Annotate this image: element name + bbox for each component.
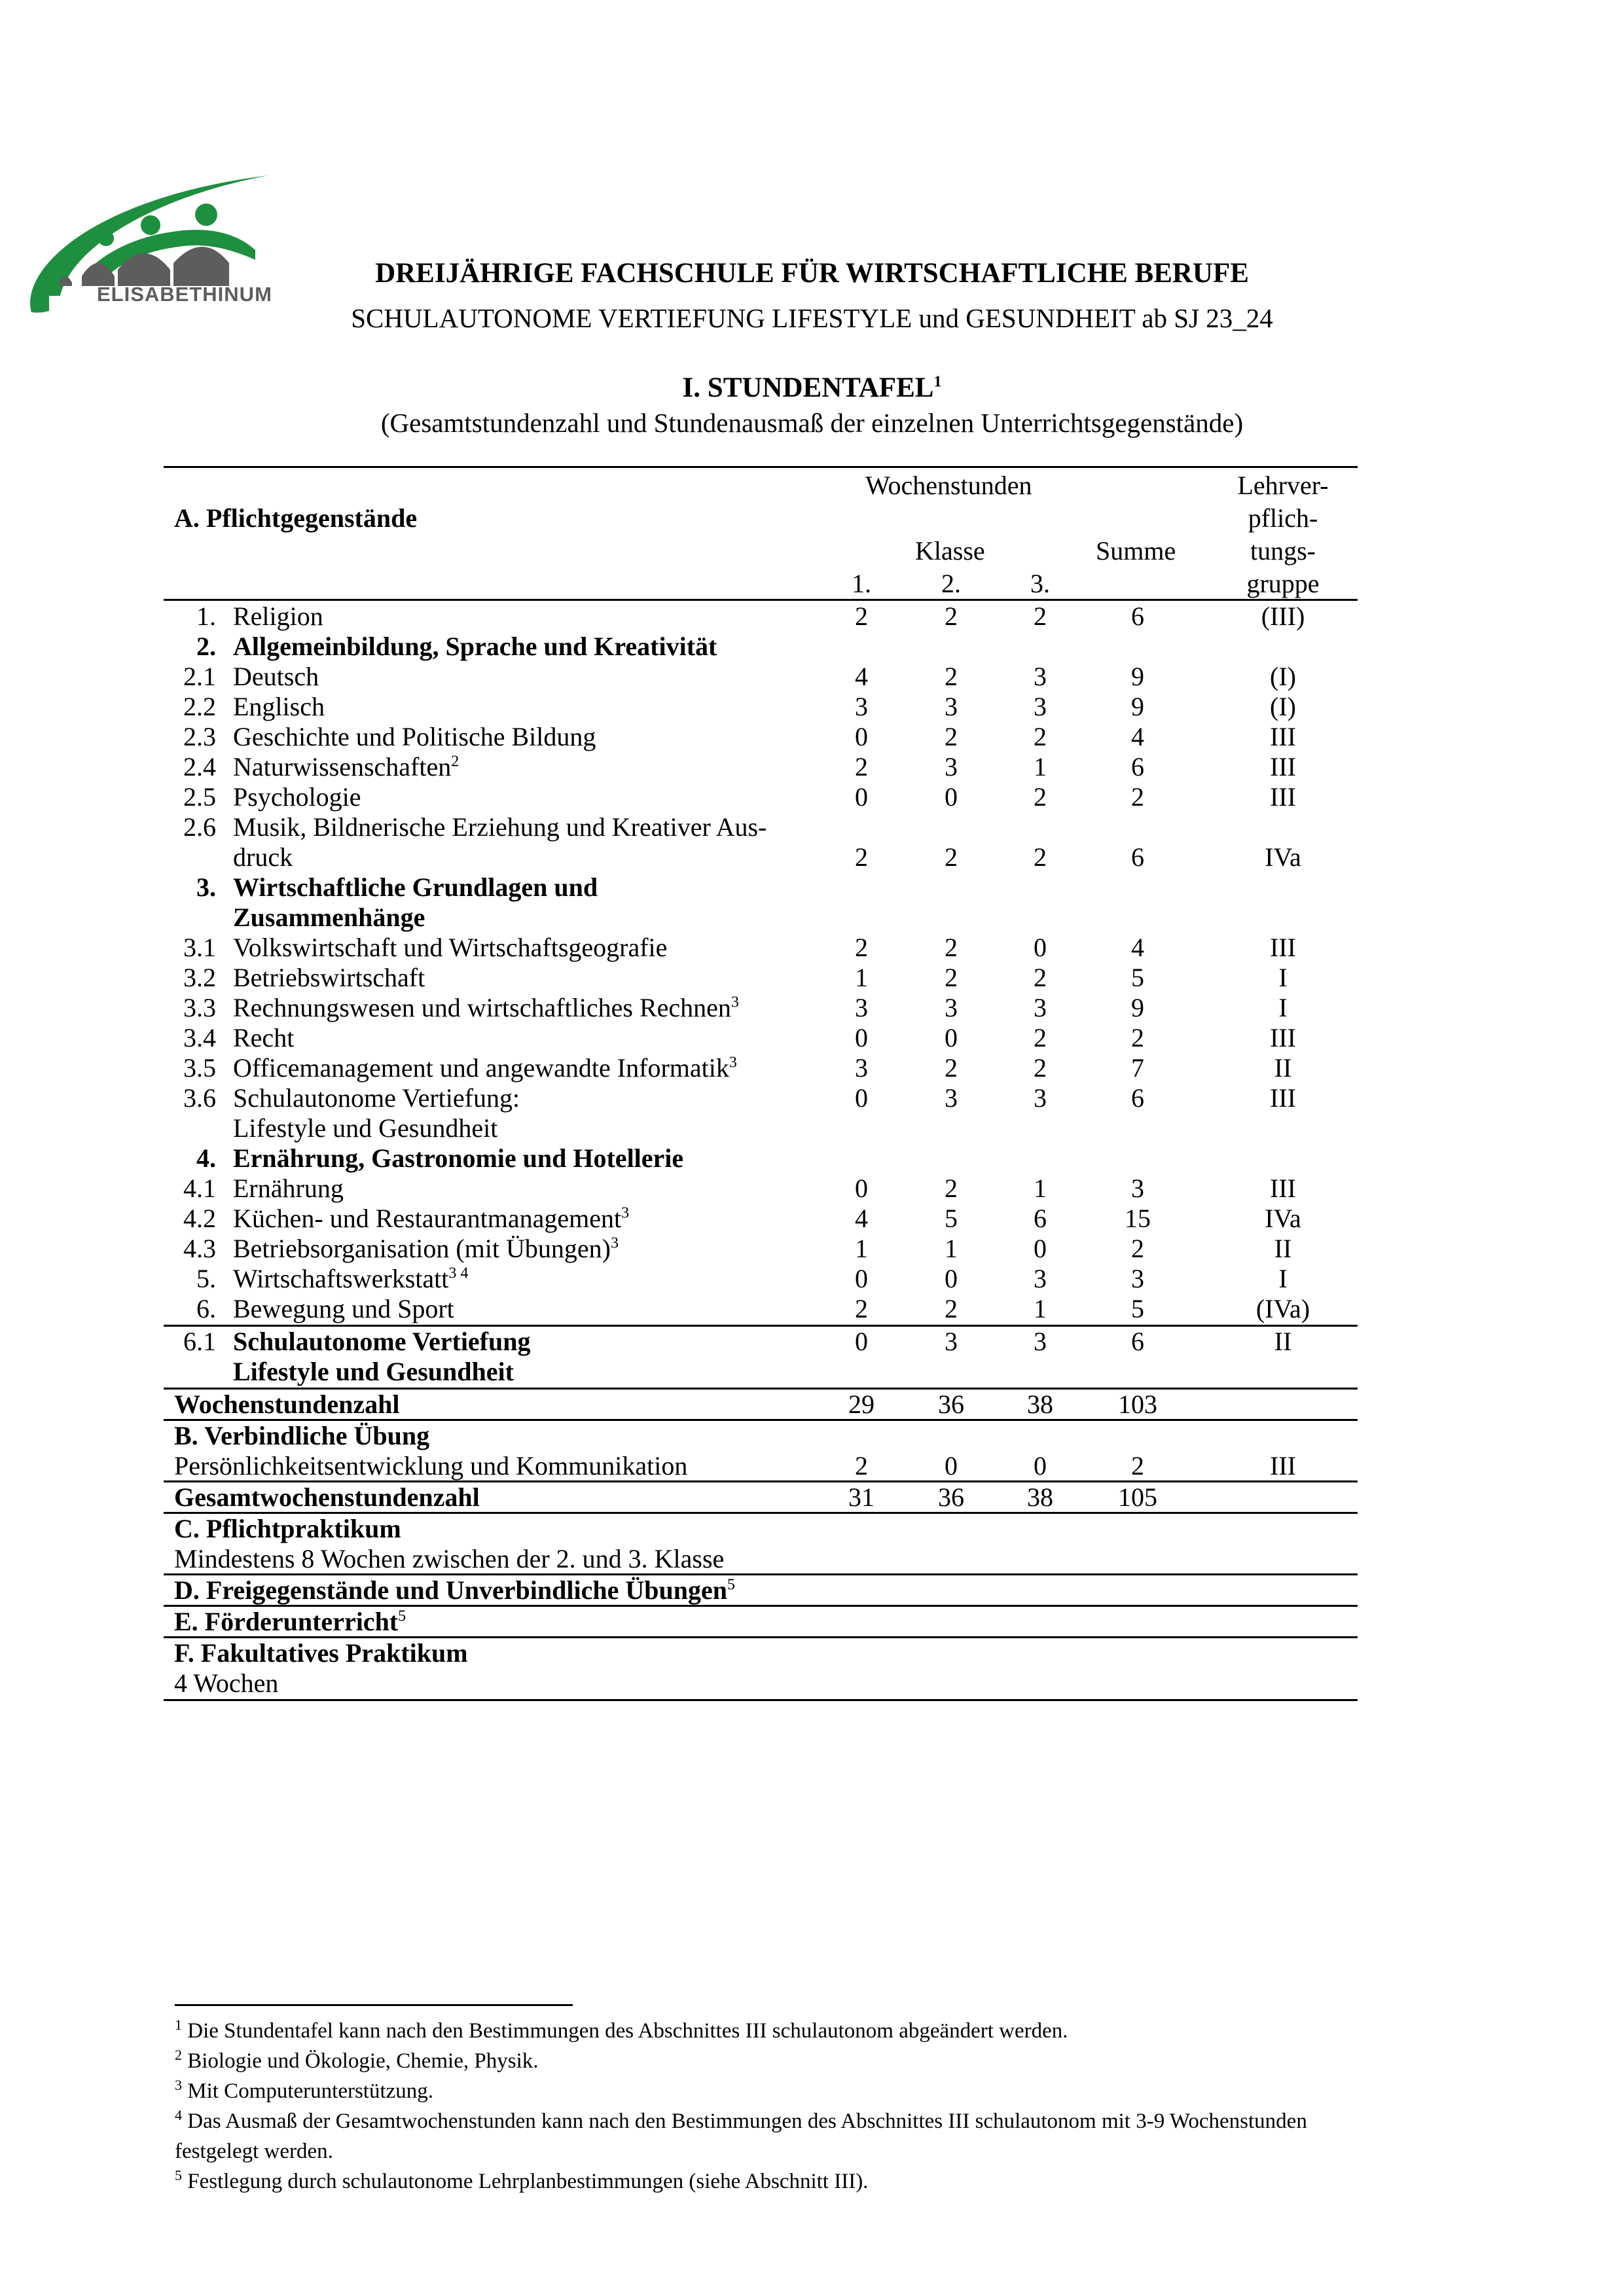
value-k2: 1 [945, 1234, 958, 1263]
subject-vertiefung-lifestyle: Schulautonome Vertiefung [233, 1327, 531, 1356]
value-k2: 3 [945, 1327, 958, 1356]
value-sum: 4 [1131, 722, 1144, 751]
value-sum: 3 [1131, 1174, 1144, 1203]
value-group: II [1274, 1053, 1292, 1083]
value-k2: 2 [945, 1053, 958, 1083]
row-number: 5. [196, 1264, 216, 1293]
total-wochenstundenzahl-label: Wochenstundenzahl [174, 1390, 400, 1419]
section-title: I. STUNDENTAFEL$^1$ [682, 372, 942, 403]
value-k3: 2 [1034, 601, 1047, 631]
value-k2: 36 [938, 1390, 964, 1419]
subject-rechnungswesen: Rechnungswesen und wirtschaftliches Rechnen$^3$ [233, 993, 739, 1022]
value-group: (I) [1270, 692, 1296, 721]
subject-musik: Musik, Bildnerische Erziehung und Kreativer Aus- [233, 812, 767, 842]
row-number: 3.2 [183, 963, 216, 992]
value-k3: 1 [1034, 752, 1047, 781]
value-k3: 3 [1034, 662, 1047, 691]
subject-recht: Recht [233, 1023, 295, 1052]
value-k2: 2 [945, 933, 958, 962]
row-number: 3.1 [183, 933, 216, 962]
value-sum: 2 [1131, 782, 1144, 812]
value-sum: 2 [1131, 1234, 1144, 1263]
subject-officemanagement: Officemanagement und angewandte Informatik$^3$ [233, 1053, 737, 1083]
value-k2: 2 [945, 662, 958, 691]
value-k3: 2 [1034, 963, 1047, 992]
value-group: III [1270, 1083, 1296, 1113]
value-group: (IVa) [1255, 1294, 1310, 1323]
value-k1: 1 [855, 963, 868, 992]
value-k2: 2 [945, 1174, 958, 1203]
subject-schulautonome-vertiefung-cont: Lifestyle und Gesundheit [233, 1113, 498, 1143]
row-number: 3.6 [183, 1083, 216, 1113]
value-k2: 5 [945, 1204, 958, 1233]
header-col-2: 2. [941, 569, 961, 598]
footnote-5: $^5$ Festlegung durch schulautonome Lehrplanbestimmungen (siehe Abschnitt III). [175, 2167, 869, 2193]
section-subtitle: (Gesamtstundenzahl und Stundenausmaß der einzelnen Unterrichtsgegenstände) [380, 408, 1244, 438]
row-number: 6. [196, 1294, 216, 1323]
section-b-label: B. Verbindliche Übung [174, 1421, 430, 1450]
row-number: 2.6 [183, 812, 216, 842]
footnote-separator [175, 2004, 573, 2006]
row-number: 2.5 [183, 782, 216, 812]
value-group: I [1278, 963, 1288, 992]
section-f-label: F. Fakultatives Praktikum [174, 1638, 468, 1668]
value-group: III [1270, 933, 1296, 962]
value-sum: 6 [1131, 1327, 1144, 1356]
logo-wordmark: ELISABETHINUM [97, 283, 272, 306]
value-k2: 36 [938, 1482, 964, 1512]
value-k1: 29 [848, 1390, 875, 1419]
value-k3: 2 [1034, 722, 1047, 751]
value-sum: 3 [1131, 1264, 1144, 1293]
value-k2: 0 [945, 782, 958, 812]
value-k1: 4 [855, 1204, 868, 1233]
subject-deutsch: Deutsch [233, 662, 319, 691]
value-sum: 2 [1131, 1451, 1144, 1480]
value-k1: 2 [855, 842, 868, 872]
section-f-text: 4 Wochen [174, 1668, 279, 1698]
value-group: III [1270, 1451, 1296, 1480]
row-number: 4.1 [183, 1174, 216, 1203]
row-number: 4.2 [183, 1204, 216, 1233]
value-k3: 1 [1034, 1174, 1047, 1203]
subject-bewegung-sport: Bewegung und Sport [233, 1294, 454, 1323]
document-subtitle: SCHULAUTONOME VERTIEFUNG LIFESTYLE und GESUNDHEIT ab SJ 23_24 [351, 303, 1273, 333]
header-klasse: Klasse [915, 536, 985, 565]
value-sum: 9 [1131, 692, 1144, 721]
value-k3: 38 [1027, 1482, 1053, 1512]
row-number: 3. [196, 872, 216, 902]
value-sum: 9 [1131, 993, 1144, 1022]
value-group: (I) [1270, 662, 1296, 691]
group-heading-ernaehrung: Ernährung, Gastronomie und Hotellerie [233, 1143, 684, 1173]
value-k1: 4 [855, 662, 868, 691]
value-k2: 2 [945, 1294, 958, 1323]
value-k3: 0 [1034, 933, 1047, 962]
value-sum: 105 [1118, 1482, 1157, 1512]
value-sum: 5 [1131, 963, 1144, 992]
value-k2: 0 [945, 1451, 958, 1480]
value-k1: 0 [855, 1083, 868, 1113]
footnote-2: $^2$ Biologie und Ökologie, Chemie, Physik. [175, 2047, 539, 2073]
header-summe: Summe [1096, 536, 1176, 565]
footnote-4: $^4$ Das Ausmaß der Gesamtwochenstunden kann nach den Bestimmungen des Abschnittes III schulautonom mit 3-9 Wochenstunden festgelegt werden. [175, 2107, 1307, 2163]
table-rule [164, 599, 1358, 601]
value-k3: 1 [1034, 1294, 1047, 1323]
subject-musik-cont: druck [233, 842, 293, 872]
footnote-1: $^1$ Die Stundentafel kann nach den Bestimmungen des Abschnittes III schulautonom abgeändert werden. [175, 2017, 1068, 2043]
value-k1: 1 [855, 1234, 868, 1263]
value-k1: 0 [855, 722, 868, 751]
header-col-1: 1. [852, 569, 871, 598]
subject-geschichte: Geschichte und Politische Bildung [233, 722, 596, 751]
value-k1: 0 [855, 1174, 868, 1203]
value-group: (III) [1261, 601, 1305, 631]
value-group: III [1270, 1023, 1296, 1052]
value-k3: 2 [1034, 1023, 1047, 1052]
subject-betriebsorganisation: Betriebsorganisation (mit Übungen)$^3$ [233, 1234, 619, 1263]
value-sum: 15 [1125, 1204, 1151, 1233]
subject-kuechenmanagement: Küchen- und Restaurantmanagement$^3$ [233, 1204, 630, 1233]
value-k2: 0 [945, 1023, 958, 1052]
row-number: 4. [196, 1143, 216, 1173]
value-k1: 3 [855, 1053, 868, 1083]
value-k3: 38 [1027, 1390, 1053, 1419]
value-group: III [1270, 1174, 1296, 1203]
value-group: IVa [1265, 842, 1301, 872]
value-k3: 2 [1034, 842, 1047, 872]
value-sum: 6 [1131, 842, 1144, 872]
value-k1: 0 [855, 782, 868, 812]
value-sum: 2 [1131, 1023, 1144, 1052]
subject-ernaehrung: Ernährung [233, 1174, 344, 1203]
table-rule [164, 1699, 1358, 1701]
value-group: II [1274, 1327, 1292, 1356]
subject-wirtschaftswerkstatt: Wirtschaftswerkstatt$^{3 4}$ [233, 1264, 469, 1293]
value-k1: 0 [855, 1327, 868, 1356]
value-group: IVa [1265, 1204, 1301, 1233]
value-k3: 6 [1034, 1204, 1047, 1233]
value-group: III [1270, 752, 1296, 781]
subject-schulautonome-vertiefung: Schulautonome Vertiefung: [233, 1083, 520, 1113]
header-lehr-2: pflich- [1248, 503, 1318, 533]
value-k3: 3 [1034, 692, 1047, 721]
value-k1: 2 [855, 752, 868, 781]
subject-betriebswirtschaft: Betriebswirtschaft [233, 963, 425, 992]
value-k3: 0 [1034, 1451, 1047, 1480]
value-k2: 2 [945, 842, 958, 872]
value-k3: 3 [1034, 1264, 1047, 1293]
group-heading-allgemeinbildung: Allgemeinbildung, Sprache und Kreativität [233, 632, 717, 661]
subject-persoenlichkeitsentwicklung: Persönlichkeitsentwicklung und Kommunikation [174, 1451, 688, 1480]
header-section-a: A. Pflichtgegenstände [174, 503, 418, 533]
header-wochenstunden: Wochenstunden [865, 471, 1032, 500]
subject-englisch: Englisch [233, 692, 325, 721]
value-k3: 3 [1034, 993, 1047, 1022]
section-c-text: Mindestens 8 Wochen zwischen der 2. und 3. Klasse [174, 1544, 725, 1573]
value-k1: 2 [855, 933, 868, 962]
row-number: 2.2 [183, 692, 216, 721]
header-col-3: 3. [1030, 569, 1050, 598]
total-gesamt-label: Gesamtwochenstundenzahl [174, 1482, 480, 1512]
row-number: 2. [196, 632, 216, 661]
value-k1: 2 [855, 1294, 868, 1323]
value-k2: 2 [945, 963, 958, 992]
section-d-label: D. Freigegenstände und Unverbindliche Übungen$^5$ [174, 1575, 735, 1605]
value-sum: 6 [1131, 601, 1144, 631]
value-k2: 2 [945, 722, 958, 751]
row-number: 1. [196, 601, 216, 631]
value-group: I [1278, 1264, 1288, 1293]
value-k3: 3 [1034, 1327, 1047, 1356]
subject-psychologie: Psychologie [233, 782, 361, 812]
footnote-3: $^3$ Mit Computerunterstützung. [175, 2077, 434, 2103]
value-sum: 6 [1131, 752, 1144, 781]
value-k1: 31 [848, 1482, 875, 1512]
value-group: I [1278, 993, 1288, 1022]
school-title: DREIJÄHRIGE FACHSCHULE FÜR WIRTSCHAFTLICHE BERUFE [375, 258, 1249, 289]
subject-volkswirtschaft: Volkswirtschaft und Wirtschaftsgeografie [233, 933, 668, 962]
value-group: III [1270, 722, 1296, 751]
value-k3: 2 [1034, 782, 1047, 812]
value-k2: 3 [945, 752, 958, 781]
subject-naturwissenschaften: Naturwissenschaften$^2$ [233, 752, 460, 781]
value-sum: 5 [1131, 1294, 1144, 1323]
row-number: 2.1 [183, 662, 216, 691]
header-lehr-4: gruppe [1246, 569, 1320, 598]
value-sum: 7 [1131, 1053, 1144, 1083]
group-heading-wirtschaft: Wirtschaftliche Grundlagen und [233, 872, 598, 902]
subject-religion: Religion [233, 601, 323, 631]
header-lehr-1: Lehrver- [1237, 471, 1329, 500]
section-e-label: E. Förderunterricht$^5$ [174, 1607, 406, 1636]
row-number: 2.4 [183, 752, 216, 781]
row-number: 4.3 [183, 1234, 216, 1263]
value-k1: 3 [855, 692, 868, 721]
value-k2: 0 [945, 1264, 958, 1293]
subject-vertiefung-lifestyle-cont: Lifestyle und Gesundheit [233, 1357, 514, 1386]
row-number: 3.3 [183, 993, 216, 1022]
value-k3: 3 [1034, 1083, 1047, 1113]
value-k2: 3 [945, 692, 958, 721]
value-sum: 9 [1131, 662, 1144, 691]
group-heading-wirtschaft-cont: Zusammenhänge [233, 903, 425, 932]
row-number: 6.1 [183, 1327, 216, 1356]
row-number: 3.5 [183, 1053, 216, 1083]
section-c-label: C. Pflichtpraktikum [174, 1514, 401, 1543]
header-lehr-3: tungs- [1250, 536, 1316, 565]
value-sum: 4 [1131, 933, 1144, 962]
value-group: II [1274, 1234, 1292, 1263]
value-k3: 0 [1034, 1234, 1047, 1263]
value-sum: 6 [1131, 1083, 1144, 1113]
value-k2: 3 [945, 1083, 958, 1113]
value-group: III [1270, 782, 1296, 812]
value-k2: 3 [945, 993, 958, 1022]
row-number: 2.3 [183, 722, 216, 751]
value-k2: 2 [945, 601, 958, 631]
value-k1: 3 [855, 993, 868, 1022]
value-k1: 0 [855, 1264, 868, 1293]
value-k1: 2 [855, 601, 868, 631]
value-k1: 0 [855, 1023, 868, 1052]
value-sum: 103 [1118, 1390, 1157, 1419]
row-number: 3.4 [183, 1023, 216, 1052]
value-k3: 2 [1034, 1053, 1047, 1083]
table-rule [164, 466, 1358, 468]
value-k1: 2 [855, 1451, 868, 1480]
